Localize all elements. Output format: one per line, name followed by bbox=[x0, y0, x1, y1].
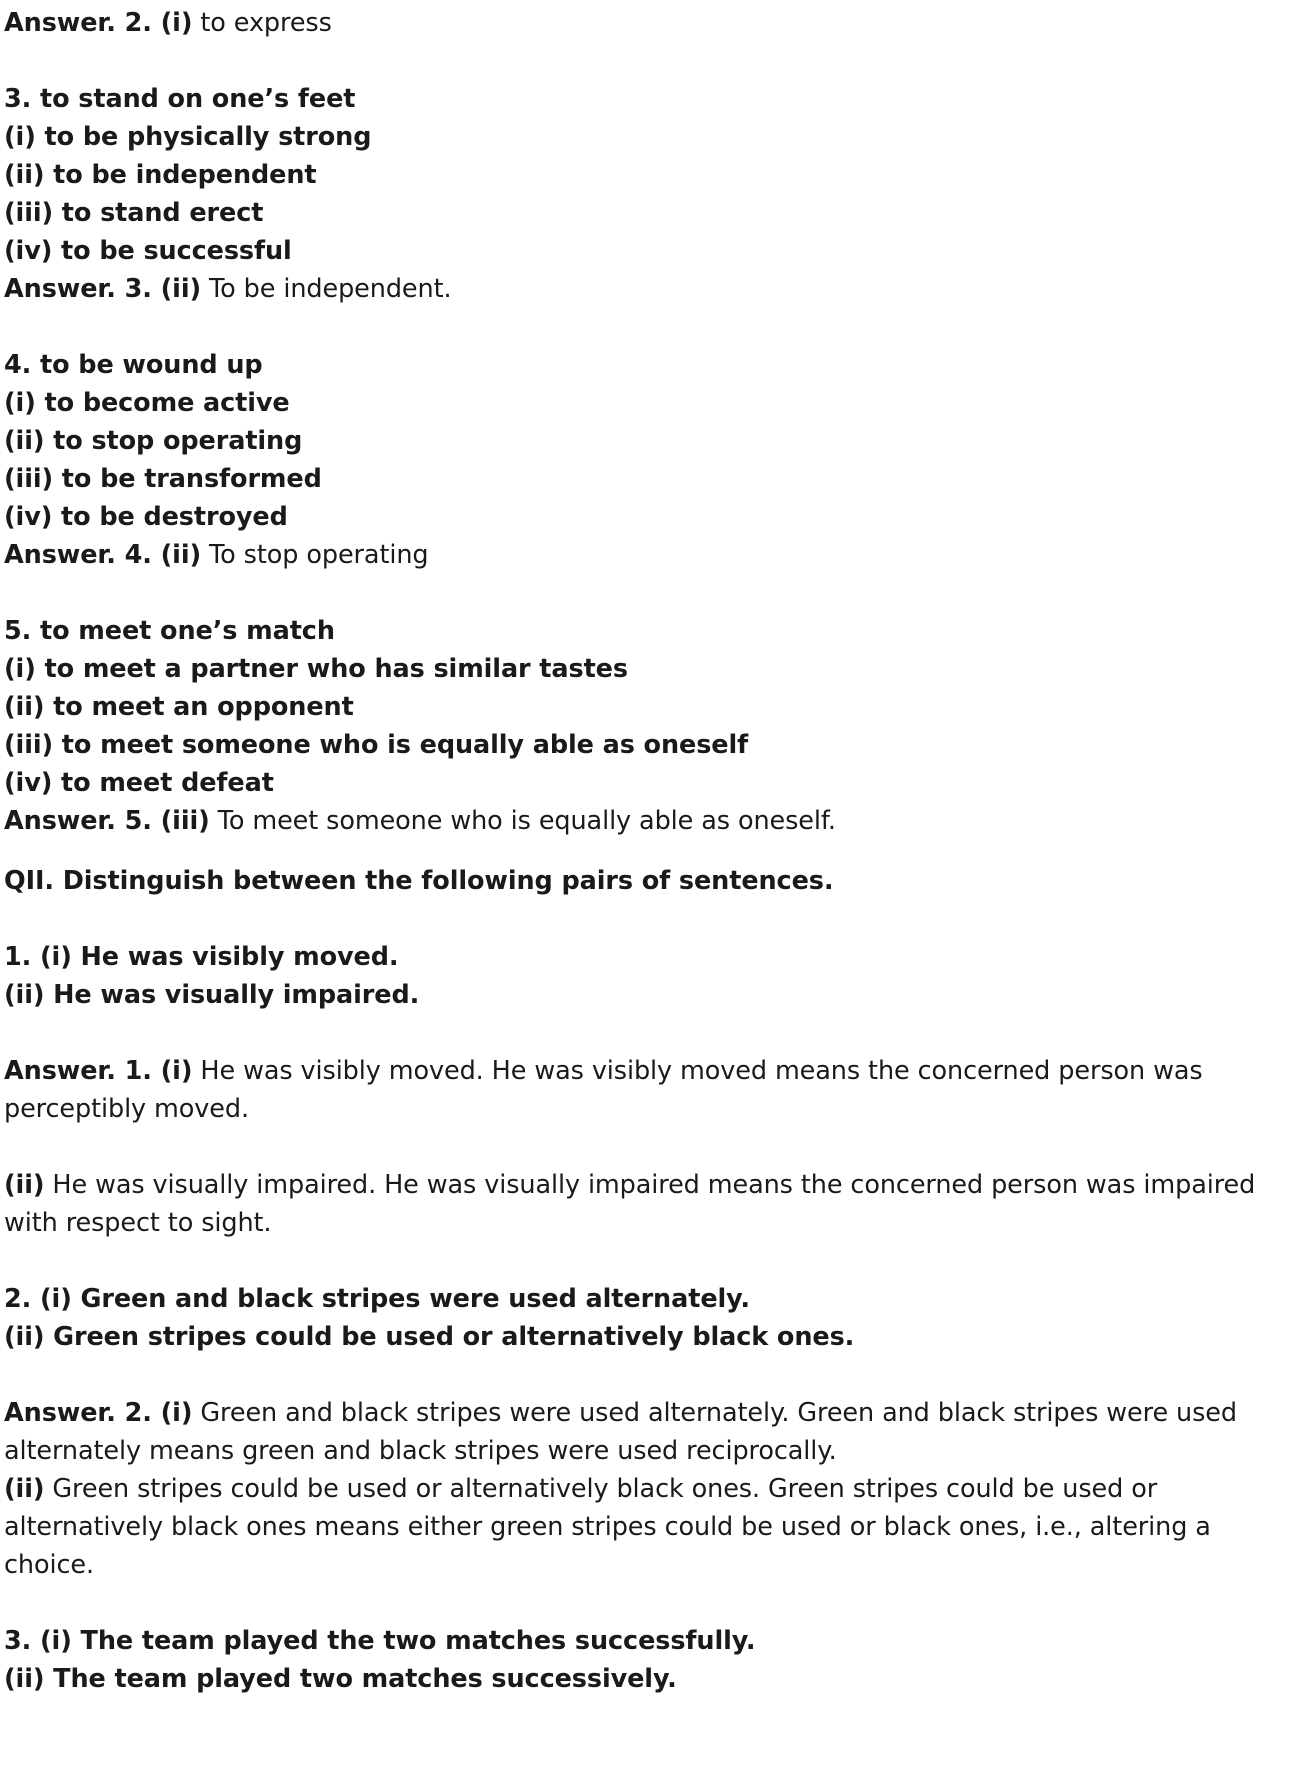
pair-line: (ii) He was visually impaired. bbox=[4, 980, 420, 1010]
answer-text: Green stripes could be used or alternatively black ones. Green stripes could be used or alternatively black ones means either green stripes could be used or black ones, i.e., altering a choice. bbox=[4, 1474, 1211, 1580]
answer-label: Answer. 3. (ii) bbox=[4, 274, 202, 304]
answer-line bbox=[4, 270, 1273, 308]
pair-line: 1. (i) He was visibly moved. bbox=[4, 942, 399, 972]
spacer bbox=[4, 308, 1273, 346]
pair-line: (ii) Green stripes could be used or alternatively black ones. bbox=[4, 1322, 855, 1352]
answer-paragraph bbox=[4, 1394, 1273, 1470]
question-option: (iii) to be transformed bbox=[4, 464, 322, 494]
question-option: (iii) to stand erect bbox=[4, 198, 264, 228]
answer-label: Answer. 2. (i) bbox=[4, 1398, 193, 1428]
sentence-pair-1 bbox=[4, 938, 1273, 1014]
spacer bbox=[4, 840, 1273, 862]
answer-label: (ii) bbox=[4, 1170, 45, 1200]
question-option: (i) to be physically strong bbox=[4, 122, 372, 152]
question-option: (iv) to be successful bbox=[4, 236, 292, 266]
question-block-3 bbox=[4, 80, 1273, 308]
question-option: (ii) to meet an opponent bbox=[4, 692, 354, 722]
answer-label: Answer. 2. (i) bbox=[4, 8, 193, 38]
answer-paragraph bbox=[4, 1052, 1273, 1128]
answer-label: Answer. 5. (iii) bbox=[4, 806, 210, 836]
answer-text: He was visibly moved. He was visibly moved means the concerned person was perceptibly moved. bbox=[4, 1056, 1203, 1124]
spacer bbox=[4, 42, 1273, 80]
spacer bbox=[4, 1242, 1273, 1280]
sentence-pair-3 bbox=[4, 1622, 1273, 1698]
answer-text: Green and black stripes were used alternately. Green and black stripes were used alternately means green and black stripes were used reciprocally. bbox=[4, 1398, 1237, 1466]
answer-text: to express bbox=[192, 8, 332, 38]
question-option: (ii) to stop operating bbox=[4, 426, 303, 456]
spacer bbox=[4, 900, 1273, 938]
answer-text: To be independent. bbox=[201, 274, 452, 304]
section-heading: QII. Distinguish between the following pairs of sentences. bbox=[4, 866, 834, 896]
question-option: (iii) to meet someone who is equally able as oneself bbox=[4, 730, 749, 760]
answer-label: Answer. 1. (i) bbox=[4, 1056, 193, 1086]
question-option: (iv) to be destroyed bbox=[4, 502, 288, 532]
answer-line bbox=[4, 4, 1273, 42]
answer-label: Answer. 4. (ii) bbox=[4, 540, 202, 570]
pair-line: (ii) The team played two matches successively. bbox=[4, 1664, 677, 1694]
question-title: 4. to be wound up bbox=[4, 350, 263, 380]
question-option: (i) to meet a partner who has similar tastes bbox=[4, 654, 628, 684]
pair-line: 3. (i) The team played the two matches successfully. bbox=[4, 1626, 756, 1656]
answer-text: To stop operating bbox=[201, 540, 429, 570]
answer-line bbox=[4, 802, 1273, 840]
spacer bbox=[4, 1128, 1273, 1166]
answer-paragraph bbox=[4, 1470, 1273, 1584]
spacer bbox=[4, 1356, 1273, 1394]
spacer bbox=[4, 1014, 1273, 1052]
question-title: 5. to meet one’s match bbox=[4, 616, 335, 646]
answer-text: To meet someone who is equally able as oneself. bbox=[209, 806, 836, 836]
question-block-5 bbox=[4, 612, 1273, 840]
answer-text: He was visually impaired. He was visually impaired means the concerned person was impaired with respect to sight. bbox=[4, 1170, 1256, 1238]
pair-line: 2. (i) Green and black stripes were used alternately. bbox=[4, 1284, 750, 1314]
spacer bbox=[4, 574, 1273, 612]
answer-label: (ii) bbox=[4, 1474, 45, 1504]
answer-line bbox=[4, 536, 1273, 574]
spacer bbox=[4, 1584, 1273, 1622]
sentence-pair-2 bbox=[4, 1280, 1273, 1356]
question-option: (i) to become active bbox=[4, 388, 290, 418]
answer-paragraph bbox=[4, 1166, 1273, 1242]
question-option: (ii) to be independent bbox=[4, 160, 317, 190]
question-block-4 bbox=[4, 346, 1273, 574]
question-title: 3. to stand on one’s feet bbox=[4, 84, 356, 114]
question-option: (iv) to meet defeat bbox=[4, 768, 274, 798]
